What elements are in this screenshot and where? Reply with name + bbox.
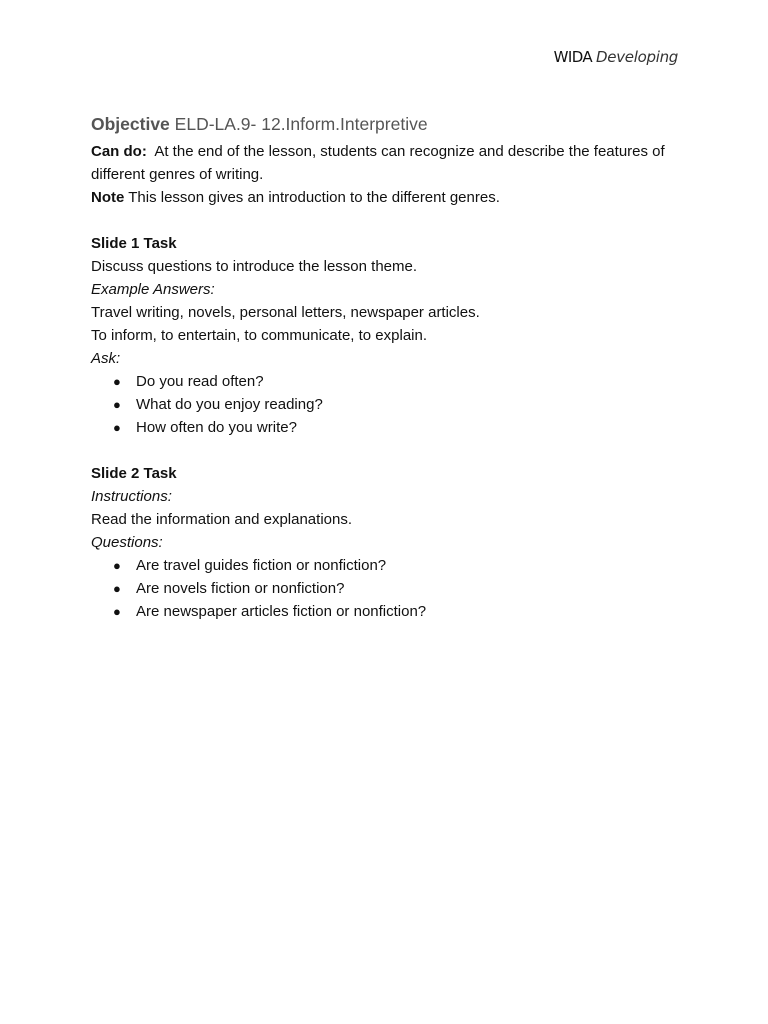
list-item: ● What do you enjoy reading? <box>91 393 691 416</box>
list-item: ● Are travel guides fiction or nonfiction? <box>91 554 691 577</box>
note-label: Note <box>91 189 125 206</box>
slide2-instructions-text: Read the information and explanations. <box>91 511 353 528</box>
wida-logo-text: WIDA <box>553 48 593 66</box>
list-item: ● Are novels fiction or nonfiction? <box>91 577 691 600</box>
objective-label: Objective <box>91 114 170 134</box>
slide1-question-list <box>91 370 691 439</box>
slide1-example-line: To inform, to entertain, to communicate, to explain. <box>91 327 427 344</box>
bullet-icon: ● <box>113 397 121 412</box>
can-do-text: At the end of the lesson, students can recognize and describe the features of different genres of writing. <box>91 143 665 183</box>
slide1-title: Slide 1 Task <box>91 235 177 252</box>
can-do-label: Can do: <box>91 143 147 160</box>
can-do-paragraph <box>91 140 691 186</box>
slide2-instructions-label: Instructions: <box>91 488 172 505</box>
note-paragraph <box>91 186 691 209</box>
proficiency-level: Developing <box>596 48 678 66</box>
bullet-icon: ● <box>113 374 121 389</box>
objective-line <box>91 112 691 136</box>
slide1-example-label: Example Answers: <box>91 281 215 298</box>
list-item: ● Are newspaper articles fiction or nonfiction? <box>91 600 691 623</box>
slide1-ask-label: Ask: <box>91 350 121 367</box>
bullet-icon: ● <box>113 420 121 435</box>
note-text: This lesson gives an introduction to the different genres. <box>128 189 500 206</box>
bullet-icon: ● <box>113 558 121 573</box>
slide1-intro: Discuss questions to introduce the lesson theme. <box>91 258 418 275</box>
bullet-icon: ● <box>113 581 121 596</box>
slide2-question-list <box>91 554 691 623</box>
slide2-title: Slide 2 Task <box>91 465 177 482</box>
page-header <box>554 47 678 68</box>
bullet-icon: ● <box>113 604 121 619</box>
document-body <box>91 112 691 623</box>
objective-code: ELD-LA.9- 12.Inform.Interpretive <box>174 114 428 134</box>
slide1-example-line: Travel writing, novels, personal letters, newspaper articles. <box>91 304 480 321</box>
list-item: ● Do you read often? <box>91 370 691 393</box>
list-item: ● How often do you write? <box>91 416 691 439</box>
slide2-questions-label: Questions: <box>91 534 163 551</box>
